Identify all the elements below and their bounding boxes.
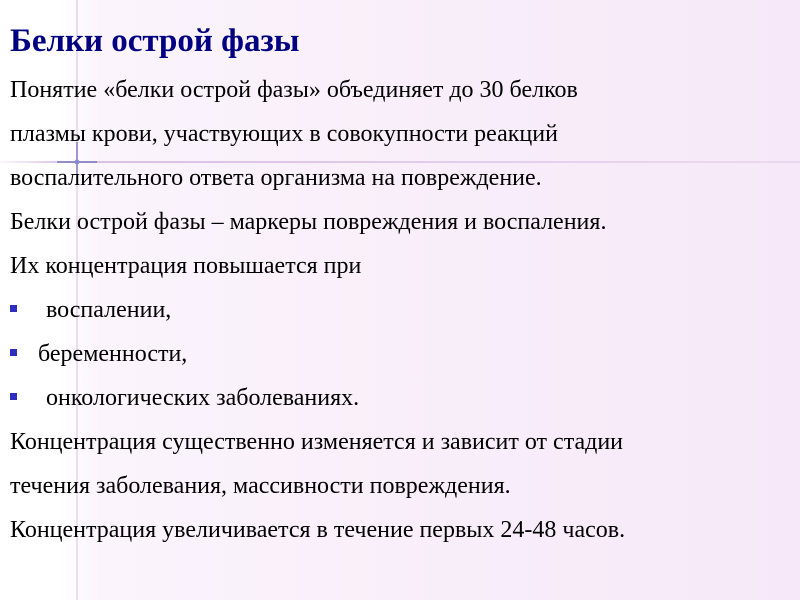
body-line: Концентрация увеличивается в течение первых 24-48 часов. xyxy=(10,517,626,543)
body-line: Белки острой фазы – маркеры повреждения и воспаления. xyxy=(10,209,607,235)
square-bullet-icon xyxy=(10,393,17,400)
bullet-item xyxy=(10,288,800,332)
bullet-text: онкологических заболеваниях. xyxy=(46,385,360,411)
body-line: Концентрация существенно изменяется и зависит от стадии xyxy=(10,429,624,455)
body-line: Понятие «белки острой фазы» объединяет до 30 белков xyxy=(10,77,578,103)
bullet-item xyxy=(10,376,800,420)
square-bullet-icon xyxy=(10,305,17,312)
body-line: воспалительного ответа организма на повреждение. xyxy=(10,165,542,191)
body-line: Их концентрация повышается при xyxy=(10,253,362,279)
bullet-item xyxy=(10,332,800,376)
bullet-text: беременности, xyxy=(38,341,188,367)
slide-body xyxy=(10,68,800,552)
body-line: плазмы крови, участвующих в совокупности реакций xyxy=(10,121,558,147)
body-line: течения заболевания, массивности повреждения. xyxy=(10,473,511,499)
bullet-text: воспалении, xyxy=(46,297,172,323)
slide-title: Белки острой фазы xyxy=(10,23,300,59)
square-bullet-icon xyxy=(10,349,17,356)
